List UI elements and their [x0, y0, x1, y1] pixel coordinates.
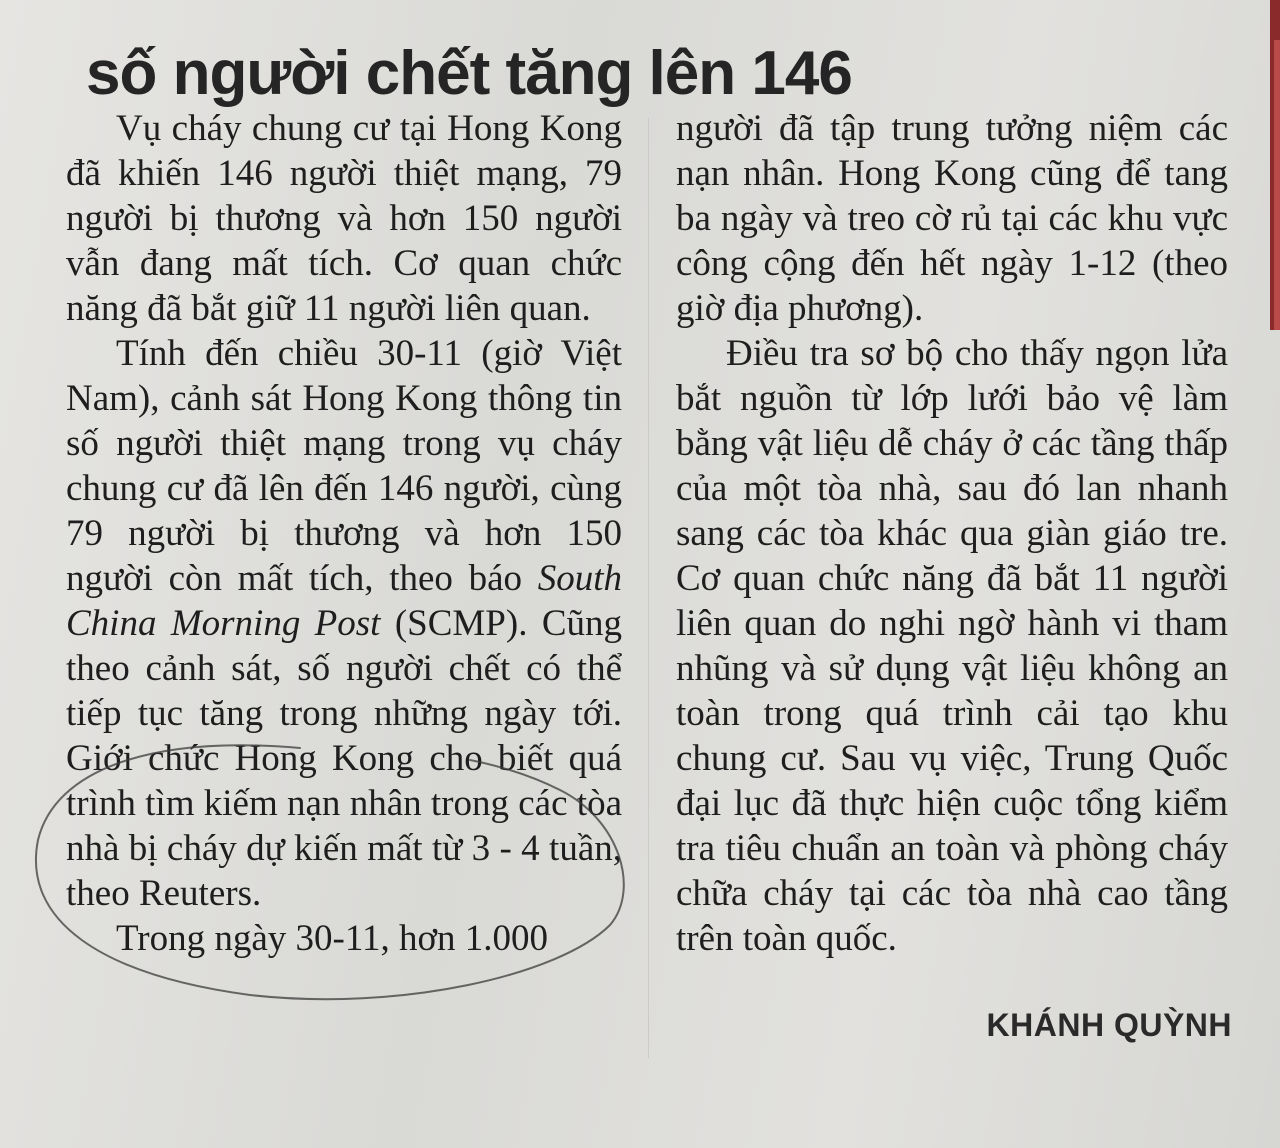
paragraph-investigation: Điều tra sơ bộ cho thấy ngọn lửa bắt nguồn từ lớp lưới bảo vệ làm bằng vật liệu dễ cháy ở các tầng thấp của một tòa nhà, sau đó lan nhanh sang các tòa khác qua giàn giáo tre. Cơ quan chức năng đã bắt 11 người liên quan do nghi ngờ hành vi tham nhũng và sử dụng vật liệu không an toàn trong quá trình cải tạo khu chung cư. Sau vụ việc, Trung Quốc đại lục đã thực hiện cuộc tổng kiểm tra tiêu chuẩn an toàn và phòng cháy chữa cháy tại các tòa nhà cao tầng trên toàn quốc.: [676, 333, 1228, 959]
paragraph-police-report: [66, 331, 622, 916]
byline: KHÁNH QUỲNH: [986, 1007, 1232, 1043]
adjacent-page-edge: [1270, 0, 1280, 330]
article-column-right: [676, 106, 1228, 961]
paragraph-text: (SCMP). Cũng theo cảnh sát, số người chết có thể tiếp tục tăng trong những ngày tới. Giới chức Hong Kong cho biết quá trình tìm kiếm nạn nhân trong các tòa nhà bị cháy dự kiến mất từ 3 - 4 tuần, theo Reuters.: [66, 603, 622, 914]
article-column-left: [66, 106, 622, 961]
paragraph-text: Tính đến chiều 30-11 (giờ Việt Nam), cảnh sát Hong Kong thông tin số người thiệt mạng trong vụ cháy chung cư đã lên đến 146 người, cùng 79 người bị thương và hơn 150 người còn mất tích, theo báo: [66, 333, 622, 599]
paragraph-lead: Vụ cháy chung cư tại Hong Kong đã khiến 146 người thiệt mạng, 79 người bị thương và hơn 150 người vẫn đang mất tích. Cơ quan chức năng đã bắt giữ 11 người liên quan.: [66, 108, 622, 329]
headline: số người chết tăng lên 146: [86, 38, 852, 108]
newspaper-name: South China Morning Post: [66, 558, 622, 644]
paragraph-memorial-start: Trong ngày 30-11, hơn 1.000: [116, 918, 549, 959]
column-divider: [648, 118, 649, 1058]
paragraph-memorial-cont: người đã tập trung tưởng niệm các nạn nhân. Hong Kong cũng để tang ba ngày và treo cờ rủ tại các khu vực công cộng đến hết ngày 1-12 (theo giờ địa phương).: [676, 108, 1228, 329]
